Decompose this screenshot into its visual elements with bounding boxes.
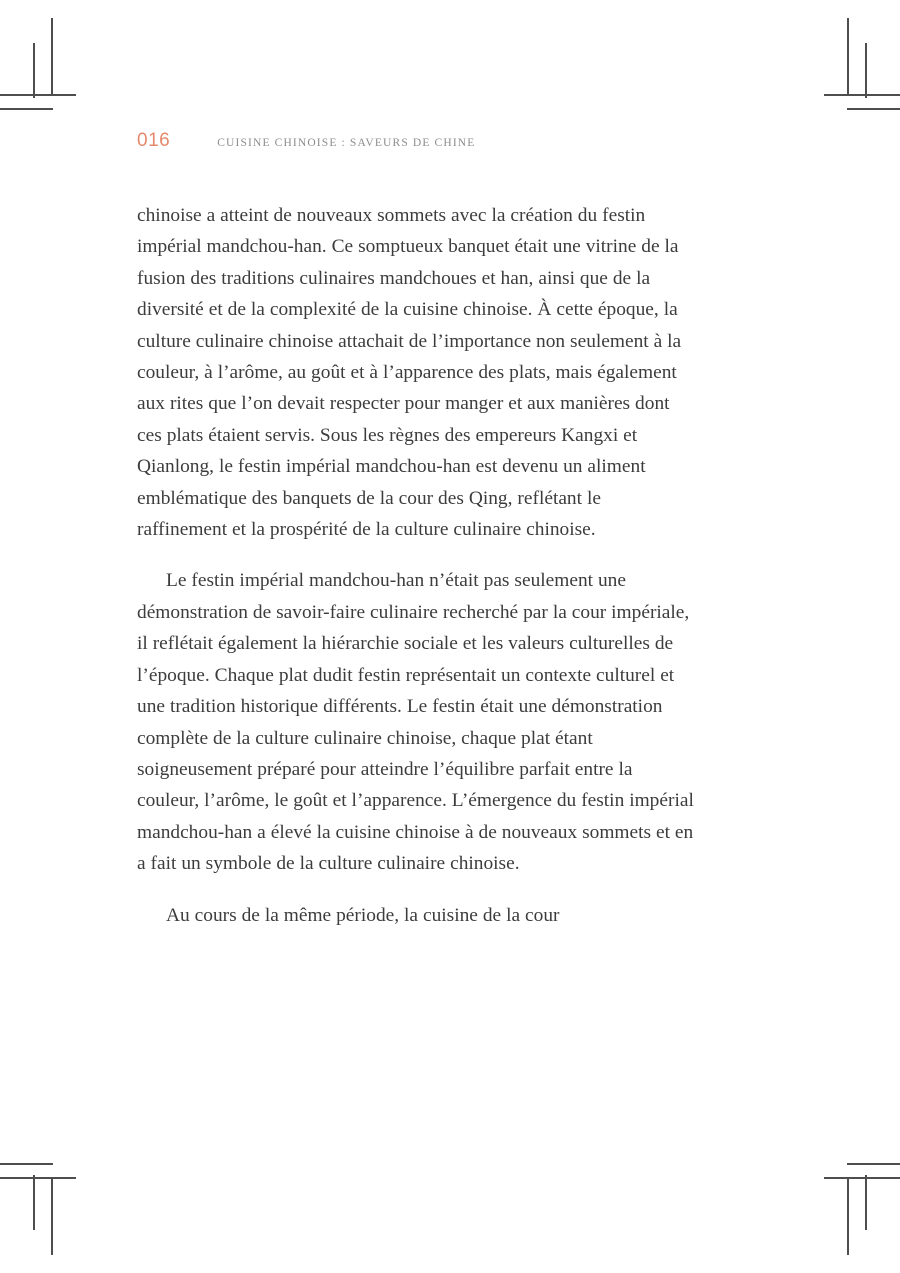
corner-mark-horizontal-inner bbox=[847, 108, 900, 110]
corner-mark-vertical-inner bbox=[33, 1175, 35, 1230]
corner-mark-vertical-outer bbox=[847, 18, 849, 96]
corner-mark-horizontal-outer bbox=[824, 1177, 900, 1179]
paragraph-spacer bbox=[137, 545, 695, 565]
corner-mark-vertical-outer bbox=[847, 1177, 849, 1255]
corner-mark-vertical-inner bbox=[865, 43, 867, 98]
corner-mark-horizontal-outer bbox=[0, 94, 76, 96]
corner-mark-top-left bbox=[0, 18, 78, 118]
corner-mark-bottom-left bbox=[0, 1155, 78, 1255]
corner-mark-horizontal-inner bbox=[0, 1163, 53, 1165]
paragraph: Le festin impérial mandchou-han n’était pas seulement une démonstration de savoir-faire culinaire recherché par la cour impériale, il reflétait également la hiérarchie sociale et les valeurs culturelles de l’époque. Chaque plat dudit festin représentait un contexte culturel et une tradition historique différents. Le festin était une démonstration complète de la culture culinaire chinoise, chaque plat étant soigneusement préparé pour atteindre l’équilibre parfait entre la couleur, l’arôme, le goût et l’apparence. L’émergence du festin impérial mandchou-han a élevé la cuisine chinoise à de nouveaux sommets et en a fait un symbole de la culture culinaire chinoise. bbox=[137, 570, 694, 875]
corner-mark-horizontal-outer bbox=[824, 94, 900, 96]
corner-mark-vertical-inner bbox=[865, 1175, 867, 1230]
corner-mark-vertical-inner bbox=[33, 43, 35, 98]
body-text-column bbox=[137, 200, 695, 931]
corner-mark-horizontal-inner bbox=[0, 108, 53, 110]
corner-mark-top-right bbox=[822, 18, 900, 118]
running-head bbox=[137, 131, 475, 150]
paragraph: chinoise a atteint de nouveaux sommets avec la création du festin impérial mandchou-han. Ce somptueux banquet était une vitrine de la fusion des traditions culinaires mandchoues et han, ainsi que de la diversité et de la complexité de la cuisine chinoise. À cette époque, la culture culinaire chinoise attachait de l’importance non seulement à la couleur, à l’arôme, au goût et à l’apparence des plats, mais également aux rites que l’on devait respecter pour manger et aux manières dont ces plats étaient servis. Sous les règnes des empereurs Kangxi et Qianlong, le festin impérial mandchou-han est devenu un aliment emblématique des banquets de la cour des Qing, reflétant le raffinement et la prospérité de la culture culinaire chinoise. bbox=[137, 205, 682, 541]
corner-mark-vertical-outer bbox=[51, 1177, 53, 1255]
corner-mark-vertical-outer bbox=[51, 18, 53, 96]
corner-mark-horizontal-outer bbox=[0, 1177, 76, 1179]
paragraph: Au cours de la même période, la cuisine de la cour bbox=[166, 904, 560, 926]
running-title: CUISINE CHINOISE : SAVEURS DE CHINE bbox=[217, 137, 476, 149]
page-number: 016 bbox=[137, 130, 171, 151]
corner-mark-bottom-right bbox=[822, 1155, 900, 1255]
paragraph-spacer bbox=[137, 880, 695, 900]
corner-mark-horizontal-inner bbox=[847, 1163, 900, 1165]
